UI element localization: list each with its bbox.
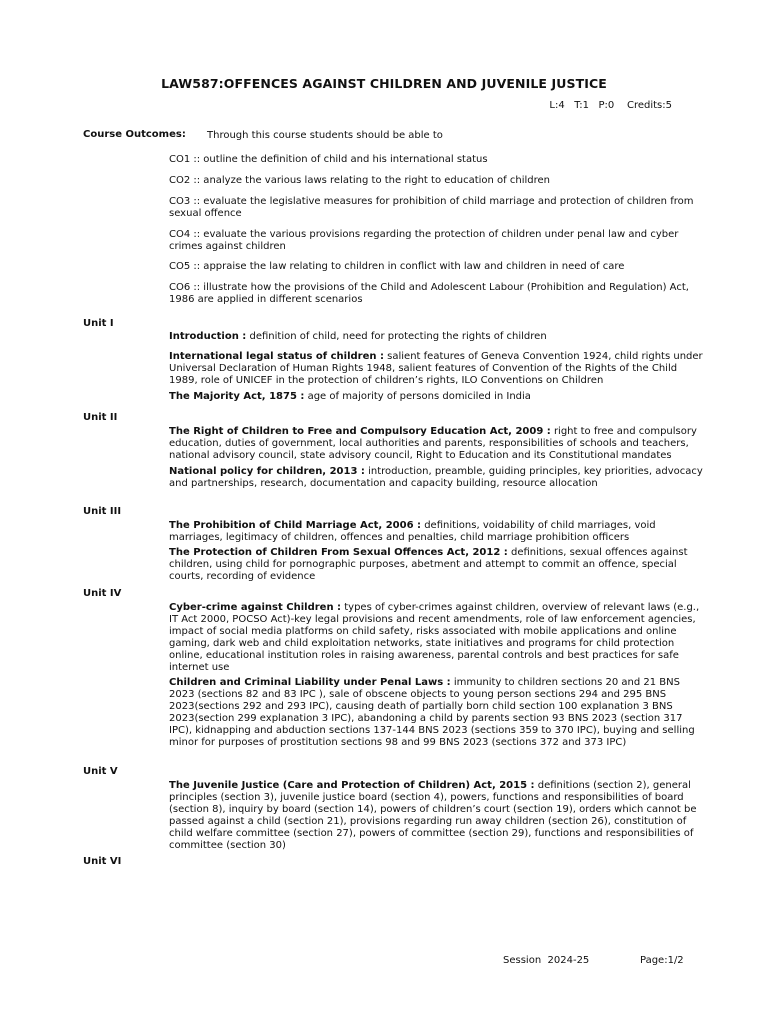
course-outcome-3: CO3 :: evaluate the legislative measures for prohibition of child marriage and protection of children from sexual offence [169, 196, 694, 219]
course-outcome-4: CO4 :: evaluate the various provisions regarding the protection of children under penal law and cyber crimes against children [169, 229, 679, 252]
topic-paragraph [169, 602, 704, 674]
topic-heading: The Majority Act, 1875 : [169, 391, 305, 402]
topic-text: right to free and compulsory education, duties of government, local authorities and parents, responsibilities of schools and teachers, national advisory council, state advisory council, Right to Education and its Constitutional mandates [169, 426, 697, 461]
topic-paragraph [169, 677, 704, 749]
unit-2-content [169, 426, 704, 495]
course-outcome-6: CO6 :: illustrate how the provisions of the Child and Adolescent Labour (Prohibition and Regulation) Act, 1986 are applied in different scenarios [169, 282, 689, 305]
credits-info: L:4 T:1 P:0 Credits:5 [549, 100, 672, 111]
topic-heading: Children and Criminal Liability under Penal Laws : [169, 677, 451, 688]
topic-heading: Cyber-crime against Children : [169, 602, 342, 613]
topic-paragraph [169, 466, 704, 490]
course-outcome-2: CO2 :: analyze the various laws relating to the right to education of children [169, 175, 550, 186]
topic-text: definitions (section 2), general principles (section 3), juvenile justice board (section 4), powers, functions and responsibilities of board (section 8), inquiry by board (section 14), powers of children’s court (section 19), orders which cannot be passed against a child (section 21), provisions regarding run away children (section 26), constitution of child welfare committee (section 27), powers of committee (section 29), functions and responsibilities of committee (section 30) [169, 780, 697, 851]
topic-heading: The Prohibition of Child Marriage Act, 2006 : [169, 520, 422, 531]
topic-heading: International legal status of children : [169, 351, 384, 362]
unit-6-label: Unit VI [83, 856, 122, 867]
topic-heading: The Right of Children to Free and Compulsory Education Act, 2009 : [169, 426, 551, 437]
course-outcome-1: CO1 :: outline the definition of child and his international status [169, 154, 488, 165]
topic-paragraph [169, 426, 704, 462]
course-outcome-5: CO5 :: appraise the law relating to children in conflict with law and children in need of care [169, 261, 625, 272]
unit-5-content [169, 780, 704, 857]
topic-text: immunity to children sections 20 and 21 BNS 2023 (sections 82 and 83 IPC ), sale of obscene objects to young person sections 294 and 295 BNS 2023(sections 292 and 293 IPC), causing death of partially born child section 100 explanation 3 BNS 2023(section 299 explanation 3 IPC), abandoning a child by parents section 93 BNS 2023 (section 317 IPC), kidnapping and abduction sections 137-144 BNS 2023 (sections 359 to 370 IPC), buying and selling minor for purposes of prostitution sections 98 and 99 BNS 2023 (sections 372 and 373 IPC) [169, 677, 695, 748]
topic-paragraph [169, 351, 704, 387]
course-outcomes-list [169, 154, 709, 315]
topic-paragraph [169, 547, 704, 583]
topic-text: salient features of Geneva Convention 1924, child rights under Universal Declaration of Human Rights 1948, salient features of Convention of the Rights of the Child 1989, role of UNICEF in the protection of children’s rights, ILO Conventions on Children [169, 351, 703, 386]
unit-4-label: Unit IV [83, 588, 122, 599]
unit-3-content [169, 520, 704, 588]
topic-text: introduction, preamble, guiding principles, key priorities, advocacy and partnerships, research, documentation and capacity building, resource allocation [169, 466, 703, 489]
footer-session: Session 2024-25 [503, 955, 590, 966]
unit-4-content [169, 602, 704, 754]
topic-heading: The Juvenile Justice (Care and Protection of Children) Act, 2015 : [169, 780, 535, 791]
unit-1-label: Unit I [83, 318, 114, 329]
topic-heading: The Protection of Children From Sexual Offences Act, 2012 : [169, 547, 508, 558]
topic-paragraph [169, 520, 704, 544]
topic-heading: Introduction : [169, 331, 247, 342]
course-outcomes-label: Course Outcomes: [83, 129, 186, 140]
topic-text: definitions, voidability of child marriages, void marriages, legitimacy of children, offences and penalties, child marriage prohibition officers [169, 520, 656, 543]
course-title: LAW587:OFFENCES AGAINST CHILDREN AND JUVENILE JUSTICE [161, 76, 607, 91]
topic-paragraph [169, 780, 704, 852]
unit-1-content [169, 331, 704, 408]
topic-paragraph [169, 331, 704, 343]
unit-5-label: Unit V [83, 766, 118, 777]
topic-paragraph [169, 391, 704, 403]
footer-page-number: Page:1/2 [640, 955, 684, 966]
topic-text: age of majority of persons domiciled in India [304, 391, 531, 402]
topic-text: definitions, sexual offences against children, using child for pornographic purposes, abetment and attempt to commit an offence, special courts, recording of evidence [169, 547, 688, 582]
course-outcomes-intro: Through this course students should be able to [207, 130, 443, 141]
unit-2-label: Unit II [83, 412, 118, 423]
unit-3-label: Unit III [83, 506, 122, 517]
topic-text: types of cyber-crimes against children, overview of relevant laws (e.g., IT Act 2000, POCSO Act)-key legal provisions and recent amendments, role of law enforcement agencies, impact of social media platforms on child safety, risks associated with mobile applications and online gaming, dark web and child exploitation networks, state initiatives and programs for child protection online, educational institution roles in raising awareness, parental controls and best practices for safe internet use [169, 602, 700, 673]
topic-text: definition of child, need for protecting the rights of children [246, 331, 547, 342]
topic-heading: National policy for children, 2013 : [169, 466, 365, 477]
